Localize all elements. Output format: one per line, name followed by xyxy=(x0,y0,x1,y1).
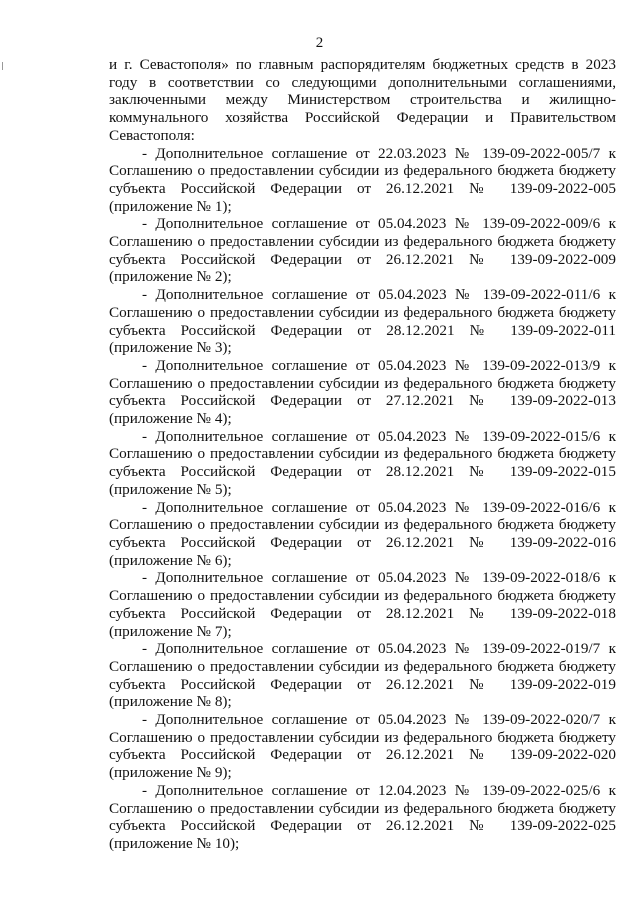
list-item: - Дополнительное соглашение от 12.04.2023 № 139-09-2022-025/6 к Соглашению о предоставлении субсидии из федерального бюджета бюджету субъекта Российской Федерации от 26.12.2021 № 139-09-2022-025 (приложение № 10); xyxy=(109,781,616,852)
list-item: - Дополнительное соглашение от 05.04.2023 № 139-09-2022-020/7 к Соглашению о предоставлении субсидии из федерального бюджета бюджету субъекта Российской Федерации от 26.12.2021 № 139-09-2022-020 (приложение № 9); xyxy=(109,711,616,782)
agreement-list xyxy=(109,145,616,853)
list-item: - Дополнительное соглашение от 05.04.2023 № 139-09-2022-018/6 к Соглашению о предоставлении субсидии из федерального бюджета бюджету субъекта Российской Федерации от 28.12.2021 № 139-09-2022-018 (приложение № 7); xyxy=(109,569,616,640)
list-item: - Дополнительное соглашение от 05.04.2023 № 139-09-2022-009/6 к Соглашению о предоставлении субсидии из федерального бюджета бюджету субъекта Российской Федерации от 26.12.2021 № 139-09-2022-009 (приложение № 2); xyxy=(109,215,616,286)
document-body xyxy=(109,56,616,853)
list-item: - Дополнительное соглашение от 05.04.2023 № 139-09-2022-013/9 к Соглашению о предоставлении субсидии из федерального бюджета бюджету субъекта Российской Федерации от 27.12.2021 № 139-09-2022-013 (приложение № 4); xyxy=(109,356,616,428)
list-item: - Дополнительное соглашение от 22.03.2023 № 139-09-2022-005/7 к Соглашению о предоставлении субсидии из федерального бюджета бюджету субъекта Российской Федерации от 26.12.2021 № 139-09-2022-005 (приложение № 1); xyxy=(109,144,616,215)
list-item: - Дополнительное соглашение от 05.04.2023 № 139-09-2022-011/6 к Соглашению о предоставлении субсидии из федерального бюджета бюджету субъекта Российской Федерации от 28.12.2021 № 139-09-2022-011 (приложение № 3); xyxy=(109,286,616,357)
list-item: - Дополнительное соглашение от 05.04.2023 № 139-09-2022-015/6 к Соглашению о предоставлении субсидии из федерального бюджета бюджету субъекта Российской Федерации от 28.12.2021 № 139-09-2022-015 (приложение № 5); xyxy=(109,427,616,498)
list-item: - Дополнительное соглашение от 05.04.2023 № 139-09-2022-019/7 к Соглашению о предоставлении субсидии из федерального бюджета бюджету субъекта Российской Федерации от 26.12.2021 № 139-09-2022-019 (приложение № 8); xyxy=(109,640,616,711)
list-item: - Дополнительное соглашение от 05.04.2023 № 139-09-2022-016/6 к Соглашению о предоставлении субсидии из федерального бюджета бюджету субъекта Российской Федерации от 26.12.2021 № 139-09-2022-016 (приложение № 6); xyxy=(109,498,616,569)
binding-mark xyxy=(2,62,6,70)
intro-paragraph: и г. Севастополя» по главным распорядителям бюджетных средств в 2023 году в соответствии со следующими дополнительными соглашениями, заключенными между Министерством строительства и жилищно-коммунального хозяйства Российской Федерации и Правительством Севастополя: xyxy=(109,56,616,144)
page-number: 2 xyxy=(315,35,324,51)
